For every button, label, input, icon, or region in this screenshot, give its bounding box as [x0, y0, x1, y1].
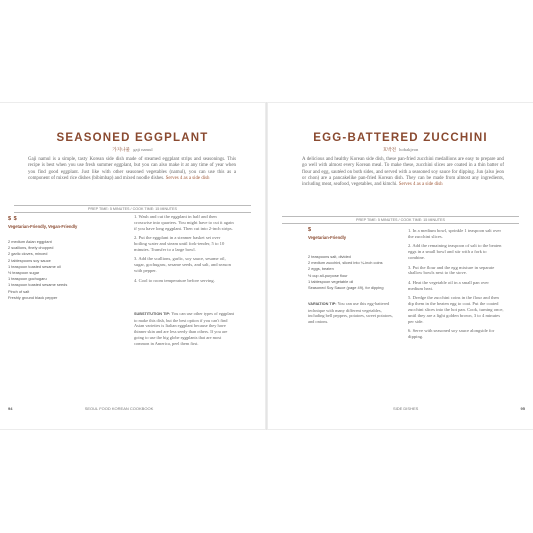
- recipe-title: EGG-BATTERED ZUCCHINI: [313, 132, 488, 144]
- ingredient-item: 1 tablespoon vegetable oil: [308, 278, 354, 284]
- ingredient-item: 2 eggs, beaten: [308, 266, 334, 272]
- serves-note: Serves 4 as a side dish: [165, 175, 210, 181]
- step-item: 1. In a medium bowl, sprinkle 1 teaspoon salt over the zucchini slices.: [408, 228, 502, 239]
- intro-text: Gaji namul is a simple, tasty Korean side dish made of steamed eggplant strips and seasonings. This recipe is best when you use fresh summer eggplant, but you can also make it at any time of year when you find good eggplant. Just like with other seasoned vegetables (namul), you can use this as a component of mixed rice dishes (bibimbap) and mixed noodle dishes.: [28, 157, 236, 181]
- cost-icons: $: [308, 227, 312, 233]
- ingredient-item: ½ teaspoon sugar: [8, 270, 40, 276]
- ingredient-item: 2 tablespoons soy sauce: [8, 257, 51, 263]
- tip-label: SUBSTITUTION TIP:: [134, 312, 171, 316]
- step-item: 4. Cool to room temperature before serving.: [134, 277, 215, 283]
- page-footer: [8, 406, 153, 411]
- step-item: 5. Dredge the zucchini coins in the flour and then dip them in the beaten egg to coat. Put the coated zucchini slices into the hot pan. Cook, turning once, until they are a light golden brown, 3 to 4 minutes per side.: [408, 295, 504, 324]
- tip-label: VARIATION TIP:: [308, 302, 337, 306]
- prep-time-row: PREP TIME: 5 MINUTES / COOK TIME: 15 MINUTES: [14, 205, 251, 213]
- ingredient-item: Freshly ground black pepper: [8, 294, 58, 300]
- tip-text: You can use other types of eggplant to make this dish, but the best option if you can't find Asian varieties is Italian eggplant because they have thinner skin and are less seedy than others. If you are going to use the big globe eggplants that are most common in America, peel them first.: [134, 311, 234, 346]
- intro-text: A delicious and healthy Korean side dish, these pan-fried zucchini medallions are easy to prepare and go well with almost every Korean meal. To make these, zucchini slices are coated in a thin batter of flour and egg, sautéed on both sides, and served with a seasoned soy sauce for dipping. Jun (also jeon or chon) are a pancakelike pan-fried Korean dish. They can be made from almost any ingredients, including meat, seafood, vegetables, and kimchi.: [302, 157, 504, 188]
- recipe-intro: [302, 157, 504, 188]
- step-list: [134, 214, 234, 287]
- ingredient-item: Seasoned Soy Sauce (page 49), for dipping: [308, 285, 384, 291]
- step-item: 3. Put the flour and the egg mixture in separate shallow bowls next to the stove.: [408, 264, 495, 276]
- ingredient-item: ½ cup all-purpose flour: [308, 272, 348, 278]
- recipe-subtitle: [0, 147, 265, 153]
- page-footer: [393, 406, 525, 411]
- step-item: 6. Serve with seasoned soy sauce alongside for dipping.: [408, 328, 495, 340]
- step-item: 2. Put the eggplant in a steamer basket set over boiling water and steam until fork-tender, 5 to 10 minutes. Transfer to a large bowl.: [134, 235, 225, 253]
- step-item: 2. Add the remaining teaspoon of salt to the beaten eggs in a small bowl and stir with a fork to combine.: [408, 243, 502, 261]
- prep-time-row: PREP TIME: 5 MINUTES / COOK TIME: 15 MINUTES: [282, 216, 519, 224]
- step-item: 3. Add the scallions, garlic, soy sauce, sesame oil, sugar, gochugaru, sesame seeds, and salt, and season with pepper.: [134, 256, 231, 274]
- page-number: 95: [520, 406, 525, 411]
- step-item: 1. Wash and cut the eggplant in half and then crosswise into quarters. You might have to cut it again if you have long eggplant. Then cut into 2-inch strips.: [134, 214, 234, 231]
- recipe-intro: [28, 157, 236, 182]
- right-page: [268, 102, 533, 430]
- romanized-name: hobakjeon: [399, 147, 419, 152]
- ingredient-list: [8, 239, 108, 301]
- romanized-name: gaji namul: [133, 147, 153, 152]
- korean-name: 호박전: [382, 147, 397, 152]
- variation-tip: [308, 301, 394, 325]
- ingredient-item: Pinch of salt: [8, 288, 30, 294]
- ingredient-item: 1 teaspoon toasted sesame oil: [8, 263, 61, 269]
- substitution-tip: [134, 311, 234, 346]
- recipe-title: SEASONED EGGPLANT: [56, 132, 209, 144]
- ingredient-item: 2 medium Asian eggplant: [8, 239, 52, 244]
- korean-name: 가지나물: [112, 147, 131, 152]
- ingredient-item: 2 teaspoons salt, divided: [308, 254, 351, 259]
- ingredient-list: [308, 254, 398, 291]
- ingredient-item: 2 garlic cloves, minced: [8, 251, 48, 257]
- diet-label: Vegetarian-Friendly, Vegan-Friendly: [8, 224, 78, 229]
- serves-note: Serves 4 as a side dish: [398, 182, 443, 188]
- recipe-subtitle: [268, 147, 533, 153]
- ingredient-item: 2 medium zucchini, sliced into ¼-inch coins: [308, 260, 383, 266]
- diet-label: Vegetarian-Friendly: [308, 235, 346, 240]
- ingredient-item: 1 teaspoon gochugaru: [8, 276, 47, 282]
- step-item: 4. Heat the vegetable oil in a small pan over medium heat.: [408, 279, 489, 291]
- step-list: [408, 228, 504, 344]
- running-head: SEOUL FOOD KOREAN COOKBOOK: [84, 406, 154, 411]
- cost-icons: $ $: [8, 216, 18, 222]
- page-number: 94: [8, 406, 13, 411]
- ingredient-item: 1 teaspoon toasted sesame seeds: [8, 282, 68, 288]
- left-page: [0, 102, 265, 430]
- ingredient-item: 2 scallions, finely chopped: [8, 245, 54, 251]
- running-head: SIDE DISHES: [392, 406, 419, 411]
- tip-text: You can use this egg-battered technique with many different vegetables, including bell peppers, potatoes, sweet potatoes, and onions.: [308, 301, 393, 325]
